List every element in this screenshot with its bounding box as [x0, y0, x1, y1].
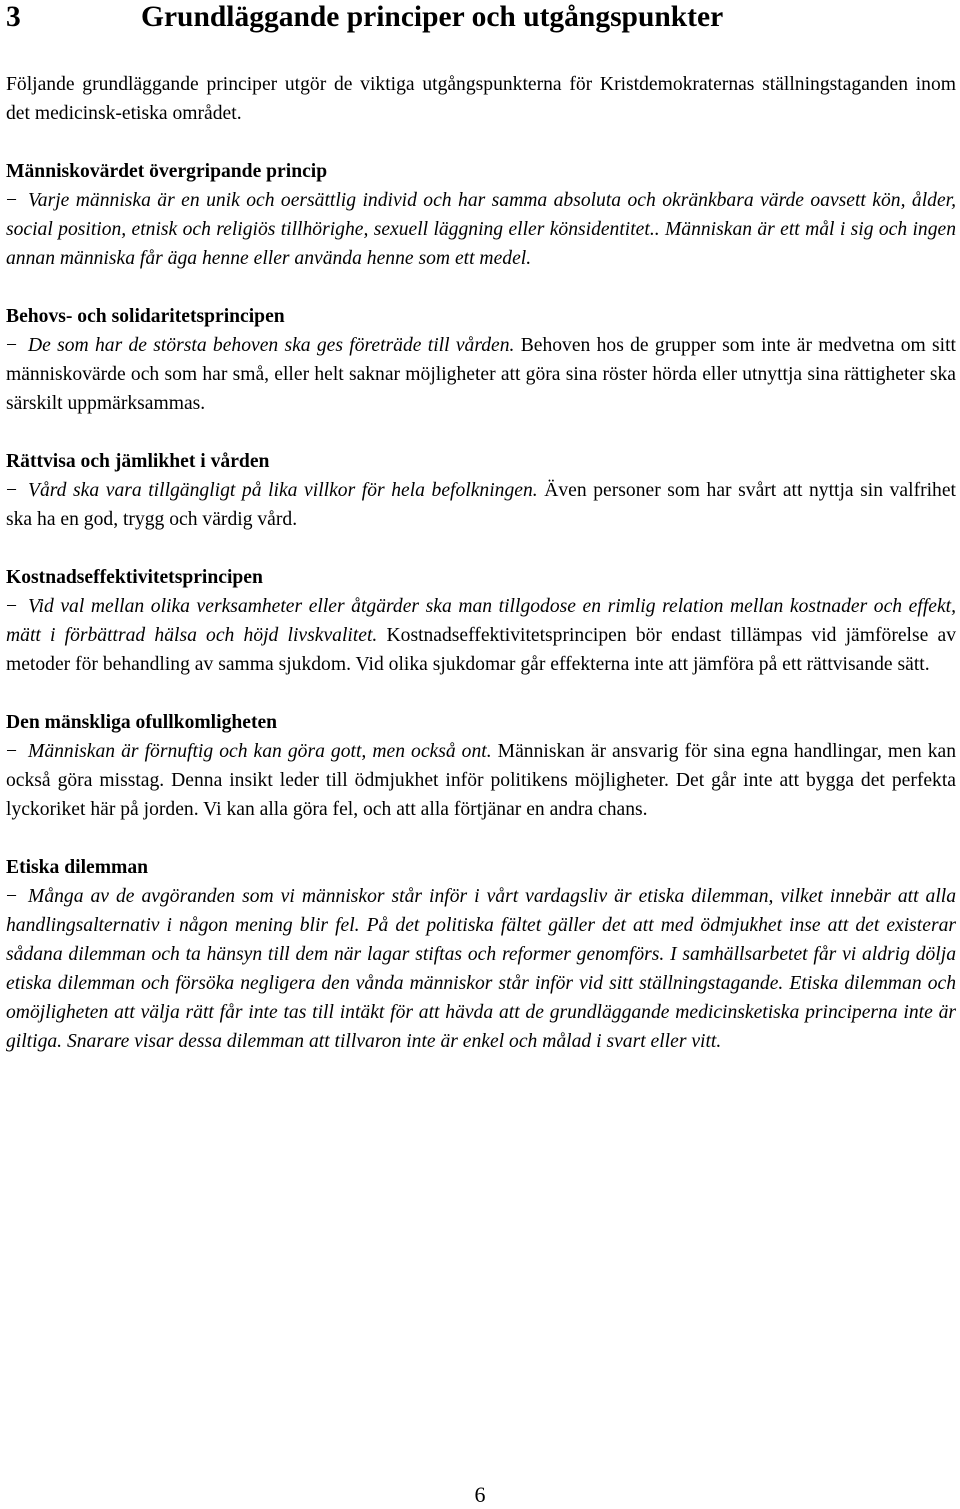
section-kostnadseffektivitet [6, 563, 956, 679]
section-behov-solidaritet [6, 302, 956, 418]
section-principle-text: Varje människa är en unik och oersättlig individ och har samma absoluta och okränkbara värde oavsett kön, ålder, social position, etnisk och religiös tillhörighe, sexuell läggning eller könsidentitet.. Människan är ett mål i sig och ingen annan människa får äga henne eller använda henne som ett medel. [6, 190, 956, 269]
section-body [6, 737, 956, 824]
chapter-number: 3 [6, 1, 21, 33]
section-body [6, 882, 956, 1056]
section-body [6, 476, 956, 534]
intro-paragraph: Följande grundläggande principer utgör de viktiga utgångspunkterna för Kristdemokraternas ställningstaganden inom det medicinsk-etiska området. [6, 74, 956, 124]
section-etiska-dilemman [6, 853, 956, 1056]
section-heading: Människovärdet övergripande princip [6, 161, 328, 182]
section-heading: Behovs- och solidaritetsprincipen [6, 306, 285, 327]
section-heading: Kostnadseffektivitetsprincipen [6, 567, 263, 588]
document-page [6, 0, 956, 1056]
section-principle-text: De som har de största behoven ska ges företräde till vården. [28, 335, 515, 356]
chapter-title: Grundläggande principer och utgångspunkter [141, 1, 724, 33]
section-heading: Rättvisa och jämlikhet i vården [6, 451, 270, 472]
section-comment-text: Behoven hos de grupper som inte är medvetna om sitt människovärde och som har små, eller helt saknar möjligheter att göra sina röster hörda eller utnyttja sina rättigheter ska särskilt uppmärksammas. [6, 335, 956, 414]
section-body [6, 331, 956, 418]
chapter-heading [6, 0, 956, 38]
section-ofullkomlighet [6, 708, 956, 824]
dash-bullet: − [6, 480, 18, 501]
section-principle-text: Människan är förnuftig och kan göra gott, men också ont. [28, 741, 492, 762]
dash-bullet: − [6, 596, 18, 617]
dash-bullet: − [6, 335, 18, 356]
section-principle-text: Många av de avgöranden som vi människor står inför i vårt vardagsliv är etiska dilemman, vilket innebär att alla handlingsalternativ i någon mening blir fel. På det politiska fältet gäller det att med ödmjukhet inse att det existerar sådana dilemman och ta hänsyn till dem när lagar stiftas och reformer genomförs. I samhällsarbetet får vi aldrig dölja etiska dilemman och försöka negligera den vånda människor står inför vid sitt ställningstagande. Etiska dilemman och omöjligheten att välja rätt får inte tas till intäkt för att hävda att de grundläggande medicinsketiska principerna inte är giltiga. Snarare visar dessa dilemman att tillvaron inte är enkel och målad i svart eller vitt. [6, 886, 956, 1052]
section-manniskovardet [6, 157, 956, 273]
section-heading: Etiska dilemman [6, 857, 149, 878]
section-body [6, 592, 956, 679]
section-rattvisa-jamlikhet [6, 447, 956, 534]
section-comment-text: Kostnadseffektivitetsprincipen bör endast tillämpas vid jämförelse av metoder för behandling av samma sjukdom. Vid olika sjukdomar går effekterna inte att jämföra på ett rättvisande sätt. [6, 625, 956, 675]
dash-bullet: − [6, 741, 18, 762]
dash-bullet: − [6, 190, 18, 211]
dash-bullet: − [6, 886, 18, 907]
section-body [6, 186, 956, 273]
section-principle-text: Vård ska vara tillgängligt på lika villkor för hela befolkningen. [28, 480, 538, 501]
section-heading: Den mänskliga ofullkomligheten [6, 712, 278, 733]
section-principle-text: Vid val mellan olika verksamheter eller åtgärder ska man tillgodose en rimlig relation mellan kostnader och effekt, mätt i förbättrad hälsa och höjd livskvalitet. [6, 596, 956, 646]
section-comment-text: Människan är ansvarig för sina egna handlingar, men kan också göra misstag. Denna insikt leder till ödmjukhet inför politikens möjligheter. Det går inte att bygga det perfekta lyckoriket här på jorden. Vi kan alla göra fel, och att alla förtjänar en andra chans. [6, 741, 956, 820]
page-number: 6 [474, 1482, 486, 1507]
section-comment-text: Även personer som har svårt att nyttja sin valfrihet ska ha en god, trygg och värdig vård. [6, 480, 956, 530]
